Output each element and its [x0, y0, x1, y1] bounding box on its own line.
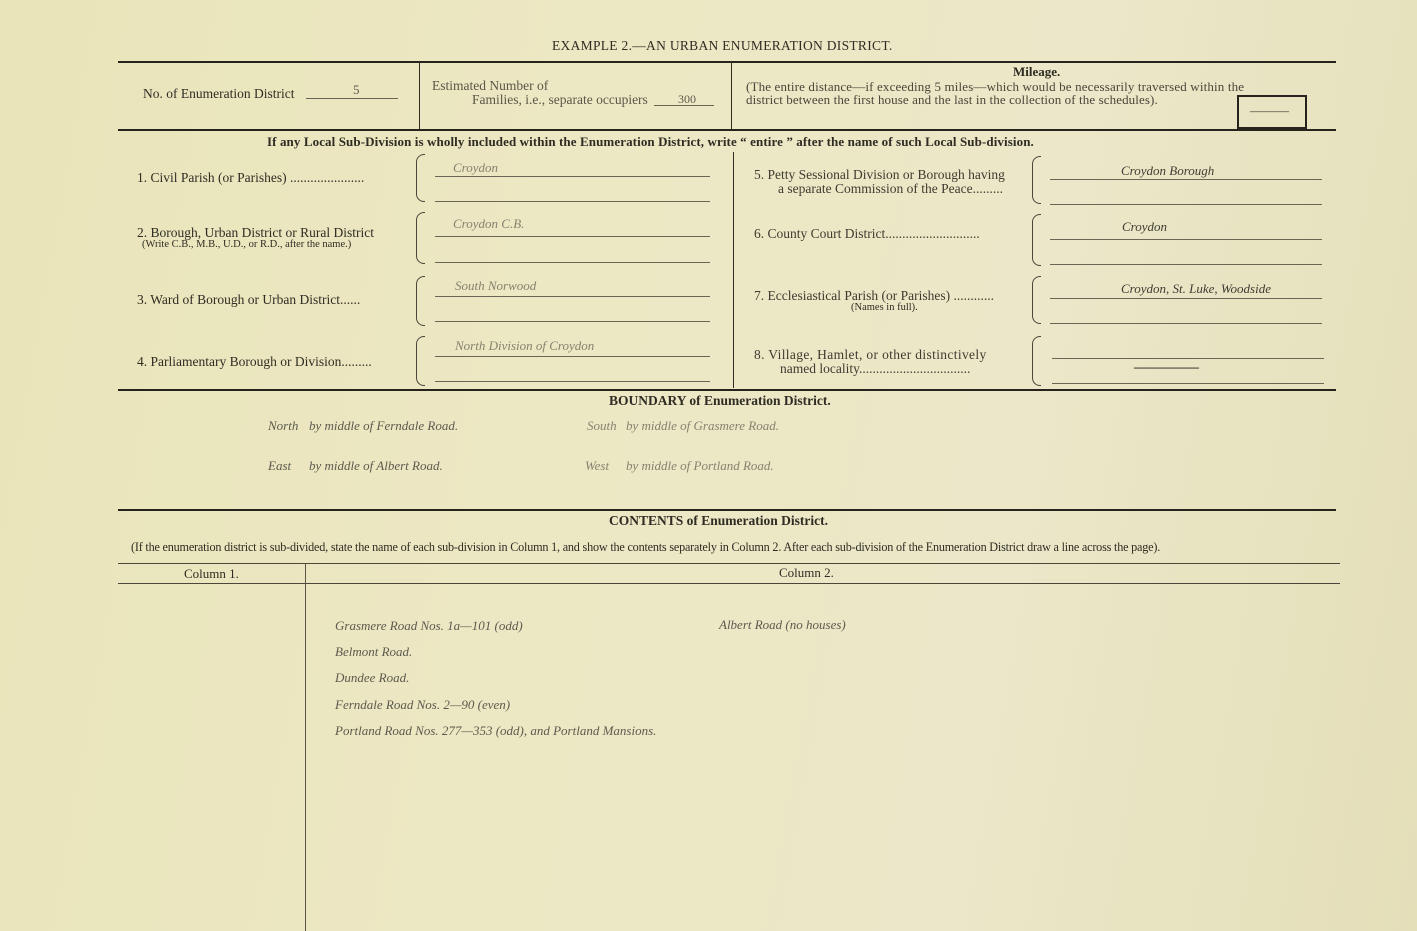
- boundary-north-dir: North: [268, 418, 299, 433]
- left-item-3-value: South Norwood: [455, 278, 537, 293]
- left-item-4-line-a: [435, 356, 710, 357]
- left-item-1-line-b: [435, 201, 710, 202]
- boundary-title: BOUNDARY of Enumeration District.: [609, 393, 831, 408]
- mileage-title: Mileage.: [1013, 64, 1061, 79]
- families-label-1: Estimated Number of: [432, 78, 549, 93]
- right-item-5-value: Croydon Borough: [1121, 163, 1215, 178]
- right-item-5-brace: [1032, 156, 1041, 204]
- content-entry: Belmont Road.: [335, 644, 413, 659]
- rule-columns-mid: [118, 583, 1340, 584]
- right-item-7-brace: [1032, 276, 1041, 324]
- contents-title: CONTENTS of Enumeration District.: [609, 513, 828, 528]
- left-item-3-brace: [416, 276, 425, 326]
- right-item-8-brace: [1032, 336, 1041, 386]
- left-item-3-line-b: [435, 321, 710, 322]
- contents-note: (If the enumeration district is sub-divided, state the name of each sub-division in Column 1, and show the contents separately in Column 2. After each sub-division of the Enumeration District draw a line across the page).: [131, 540, 1161, 554]
- right-item-8-line-b: [1052, 383, 1324, 384]
- boundary-north-text: by middle of Ferndale Road.: [309, 418, 459, 433]
- left-item-1-line-a: [435, 176, 710, 177]
- column-2-header: Column 2.: [779, 565, 834, 580]
- district-no-label: No. of Enumeration District: [143, 86, 295, 101]
- left-item-2-brace: [416, 212, 425, 264]
- right-item-5-label2: a separate Commission of the Peace.........: [778, 181, 1003, 196]
- rule-boundary-bottom: [118, 509, 1336, 511]
- left-item-3-label: 3. Ward of Borough or Urban District......: [137, 292, 361, 307]
- right-item-5-line-b: [1050, 204, 1322, 205]
- left-item-1-label: 1. Civil Parish (or Parishes) ......................: [137, 170, 365, 185]
- subdivision-note: If any Local Sub-Division is wholly included within the Enumeration District, write “ entire ” after the name of such Local Sub-division.: [267, 134, 1034, 149]
- left-item-2-value: Croydon C.B.: [453, 216, 525, 231]
- rule-columns-top: [118, 563, 1340, 564]
- right-item-7-value: Croydon, St. Luke, Woodside: [1121, 281, 1271, 296]
- left-item-4-label: 4. Parliamentary Borough or Division.........: [137, 354, 372, 369]
- district-no-value: 5: [353, 82, 360, 97]
- right-item-6-line-b: [1050, 264, 1322, 265]
- right-item-8-label: 8. Village, Hamlet, or other distinctively: [754, 347, 987, 362]
- left-item-2-line-b: [435, 262, 710, 263]
- families-label-2: Families, i.e., separate occupiers: [472, 92, 648, 107]
- column-divider: [305, 563, 306, 931]
- left-item-2-sub: (Write C.B., M.B., U.D., or R.D., after the name.): [142, 239, 352, 250]
- families-value: 300: [678, 92, 696, 106]
- rule-header-bottom: [118, 129, 1336, 131]
- mileage-text-1: (The entire distance—if exceeding 5 miles—which would be necessarily traversed within the: [746, 79, 1245, 94]
- content-entry: Grasmere Road Nos. 1a—101 (odd): [335, 618, 523, 633]
- rule-top: [118, 61, 1336, 63]
- boundary-east-dir: East: [268, 458, 292, 473]
- divider-1: [419, 62, 420, 129]
- left-item-2-line-a: [435, 236, 710, 237]
- left-item-4-brace: [416, 336, 425, 386]
- right-item-7-label2: (Names in full).: [851, 302, 918, 313]
- right-item-8-label2: named locality.................................: [780, 361, 971, 376]
- boundary-south-text: by middle of Grasmere Road.: [626, 418, 779, 433]
- mileage-text-2: district between the first house and the last in the collection of the schedules).: [746, 92, 1158, 107]
- boundary-east-text: by middle of Albert Road.: [309, 458, 443, 473]
- left-item-4-line-b: [435, 381, 710, 382]
- right-item-6-label: 6. County Court District............................: [754, 226, 980, 241]
- content-entry: Ferndale Road Nos. 2—90 (even): [335, 697, 511, 712]
- content-entry: Dundee Road.: [335, 670, 410, 685]
- right-item-6-value: Croydon: [1122, 219, 1168, 234]
- boundary-west-text: by middle of Portland Road.: [626, 458, 774, 473]
- content-entry: Portland Road Nos. 277—353 (odd), and Portland Mansions.: [335, 723, 657, 738]
- district-no-line: [306, 98, 398, 99]
- right-item-6-brace: [1032, 214, 1041, 266]
- right-item-5-label: 5. Petty Sessional Division or Borough having: [754, 167, 1005, 182]
- right-item-8-line-a: [1052, 358, 1324, 359]
- left-item-1-value: Croydon: [453, 160, 499, 175]
- right-item-7-label: 7. Ecclesiastical Parish (or Parishes) ............: [754, 288, 994, 303]
- page-title: EXAMPLE 2.—AN URBAN ENUMERATION DISTRICT.: [552, 38, 893, 53]
- items-divider: [733, 152, 734, 388]
- boundary-west-dir: West: [585, 458, 610, 473]
- column-1-header: Column 1.: [184, 566, 239, 581]
- left-item-2-label: 2. Borough, Urban District or Rural District: [137, 225, 374, 240]
- right-item-7-line-b: [1050, 323, 1322, 324]
- right-item-6-line-a: [1050, 239, 1322, 240]
- right-item-8-value: —————: [1134, 359, 1199, 374]
- right-item-7-line-a: [1050, 298, 1322, 299]
- boundary-south-dir: South: [587, 418, 617, 433]
- left-item-3-line-a: [435, 296, 710, 297]
- left-item-1-brace: [416, 154, 425, 202]
- right-item-5-line-a: [1050, 179, 1322, 180]
- rule-items-bottom: [118, 389, 1336, 391]
- content-entry-right: Albert Road (no houses): [719, 617, 846, 632]
- mileage-value: ———: [1250, 103, 1289, 118]
- divider-2: [731, 62, 732, 129]
- left-item-4-value: North Division of Croydon: [455, 338, 595, 353]
